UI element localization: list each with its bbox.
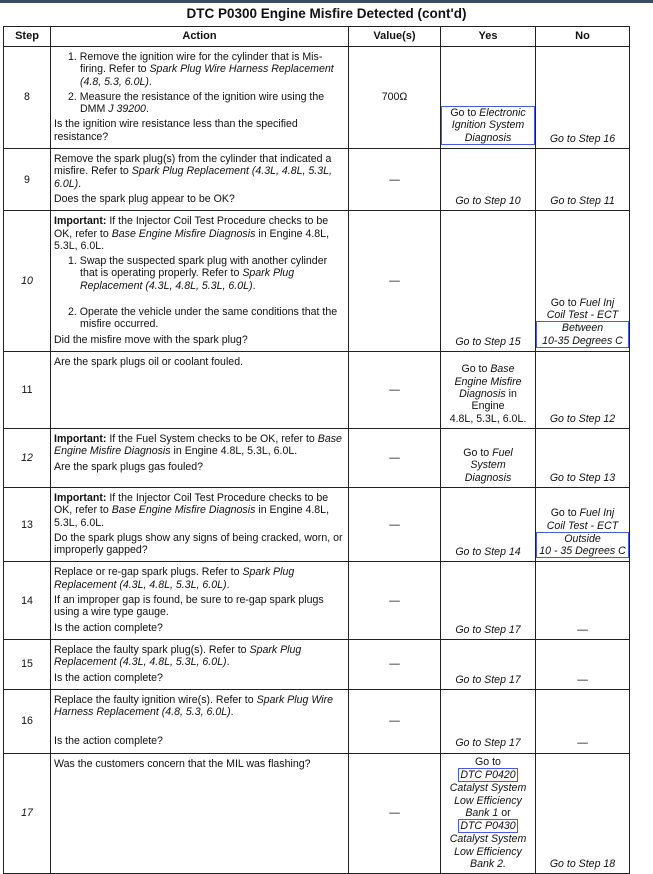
text-run: Go to Step 16 xyxy=(549,132,616,145)
text-run: Remove the ignition wire for the cylinder that is Mis-firing. Refer to xyxy=(79,51,323,76)
outcome-line xyxy=(442,447,534,459)
text-run: Go to Step 12 xyxy=(549,412,616,425)
text-run: Fuel Inj xyxy=(579,296,615,309)
text-run: Go to xyxy=(461,363,491,376)
outcome-line xyxy=(537,133,628,145)
text-run: If the Injector Coil Test Procedure checks to be OK, refer to xyxy=(54,215,329,240)
action-cell xyxy=(51,639,349,689)
text-run: in Engine 4.8L, 5.3L, 6.0L. xyxy=(54,504,330,529)
outcome-text[interactable] xyxy=(442,737,534,749)
text-run: Engine Misfire xyxy=(454,375,522,388)
outcome-text[interactable] xyxy=(537,858,628,870)
text-run: Diagnosis xyxy=(464,131,512,144)
text-run: Ignition System xyxy=(451,119,525,132)
numbered-step xyxy=(54,51,345,88)
text-run: Go to Step 10 xyxy=(455,194,521,207)
outcome-line xyxy=(442,807,534,819)
outcome-line xyxy=(538,335,627,347)
outcome-line xyxy=(537,624,628,636)
outcome-text[interactable] xyxy=(442,624,534,636)
action-cell xyxy=(51,428,349,487)
header-action: Action xyxy=(51,27,349,47)
table-row xyxy=(4,487,630,561)
action-paragraph xyxy=(54,735,345,747)
text-run: Is the ignition wire resistance less than the specified resistance? xyxy=(54,118,298,143)
text-run: Did the misfire move with the spark plug? xyxy=(54,333,248,346)
text-run: Base xyxy=(490,363,515,376)
text-run: Was the customers concern that the MIL was flashing? xyxy=(54,757,311,770)
text-run: in xyxy=(505,388,517,401)
link-box[interactable] xyxy=(536,321,629,348)
outcome-line xyxy=(537,195,628,207)
action-paragraph xyxy=(54,153,345,190)
table-row xyxy=(4,689,630,753)
yes-cell xyxy=(441,47,536,149)
outcome-line xyxy=(538,322,627,334)
header-step: Step xyxy=(4,27,51,47)
no-cell xyxy=(536,47,630,149)
value-cell: — xyxy=(349,487,441,561)
text-run: Go to Step 17 xyxy=(455,623,521,636)
action-cell xyxy=(51,689,349,753)
step-number-label: 1. xyxy=(68,51,80,63)
outcome-line xyxy=(443,132,533,144)
text-run: . xyxy=(226,578,230,591)
value-cell: — xyxy=(349,428,441,487)
outcome-text[interactable] xyxy=(537,297,628,322)
outcome-line xyxy=(537,413,628,425)
link[interactable]: DTC P0430 xyxy=(460,820,516,833)
action-paragraph xyxy=(54,672,345,684)
outcome-text[interactable] xyxy=(442,447,534,484)
table-row xyxy=(4,639,630,689)
table-row xyxy=(4,149,630,211)
text-run: Spark Plug Replacement (4.3L, 4.8L, 5.3L, 6.0L) xyxy=(80,267,295,292)
text-run: Go to Step 18 xyxy=(549,858,616,871)
action-paragraph xyxy=(54,622,345,634)
text-run: Are the spark plugs oil or coolant fouled. xyxy=(54,355,244,368)
outcome-line xyxy=(443,119,533,131)
text-run: Diagnosis xyxy=(459,388,506,401)
top-bar xyxy=(0,0,653,3)
text-run: Base Engine Misfire Diagnosis xyxy=(54,432,342,458)
text-run: Important: xyxy=(54,491,107,504)
outcome-line xyxy=(442,795,534,807)
action-paragraph xyxy=(54,334,345,346)
text-run: . xyxy=(78,177,82,190)
outcome-line xyxy=(442,756,534,768)
outcome-line xyxy=(537,507,628,519)
step-number: 17 xyxy=(4,753,51,874)
outcome-line xyxy=(442,336,534,348)
outcome-line xyxy=(442,674,534,686)
text-run: Fuel xyxy=(492,447,513,460)
text-run: Go to Step 11 xyxy=(550,194,615,207)
text-run: Low Efficiency xyxy=(454,845,522,858)
outcome-text[interactable] xyxy=(537,472,628,484)
value-cell: — xyxy=(349,562,441,639)
outcome-line xyxy=(442,546,534,558)
no-cell xyxy=(536,428,630,487)
action-paragraph xyxy=(54,118,345,143)
action-paragraph xyxy=(54,433,345,458)
step-number: 15 xyxy=(4,639,51,689)
text-run: If the Injector Coil Test Procedure checks to be OK, refer to xyxy=(54,491,329,517)
action-cell xyxy=(51,562,349,639)
text-run: Go to Step 15 xyxy=(455,335,521,348)
text-run: Replace the faulty ignition wire(s). Refer to xyxy=(54,693,257,706)
text-run: Go to Step 17 xyxy=(455,737,521,750)
yes-cell xyxy=(441,689,536,753)
step-number: 10 xyxy=(4,211,51,352)
link-box[interactable] xyxy=(536,532,629,559)
value-cell: — xyxy=(349,689,441,753)
outcome-line xyxy=(537,858,628,870)
outcome-line xyxy=(442,624,534,636)
text-run: System xyxy=(470,459,506,472)
text-run: Fuel Inj xyxy=(579,507,615,520)
text-run: Measure the resistance of the ignition wire using the DMM xyxy=(79,90,325,116)
value-cell: — xyxy=(349,753,441,874)
outcome-line xyxy=(537,520,628,532)
table-row xyxy=(4,428,630,487)
action-cell xyxy=(51,47,349,149)
no-cell xyxy=(536,753,630,874)
text-run: Important: xyxy=(54,432,107,445)
text-run: Engine xyxy=(471,400,505,413)
text-run: Remove the spark plug(s) from the cylinder that indicated a misfire. Refer to xyxy=(54,153,332,178)
step-number-label: 1. xyxy=(68,255,80,268)
step-number-label: 2. xyxy=(68,306,80,319)
value-cell: — xyxy=(349,351,441,428)
outcome-line xyxy=(538,545,627,557)
outcome-line xyxy=(538,533,627,545)
outcome-line xyxy=(442,363,534,375)
action-paragraph xyxy=(54,492,345,529)
text-run: J 39200 xyxy=(108,103,146,116)
value-cell: — xyxy=(349,211,441,352)
text-run: Is the action complete? xyxy=(54,735,163,748)
text-run: Go to xyxy=(550,296,580,309)
text-run: Operate the vehicle under the same conditions that the misfire occurred. xyxy=(79,306,338,331)
text-run: Go to xyxy=(450,107,480,120)
action-paragraph xyxy=(54,193,345,205)
text-run: Coil Test - ECT xyxy=(546,519,619,532)
yes-cell xyxy=(441,753,536,874)
text-run: Go to xyxy=(475,755,501,768)
step-number: 11 xyxy=(4,351,51,428)
page-title: DTC P0300 Engine Misfire Detected (cont'd) xyxy=(186,6,467,21)
text-run: Go to Step 14 xyxy=(455,546,521,559)
value-cell: — xyxy=(349,149,441,211)
action-cell xyxy=(51,487,349,561)
text-run: If the Fuel System checks to be OK, refer to xyxy=(106,432,318,445)
table-row xyxy=(4,47,630,149)
text-run: Is the action complete? xyxy=(54,621,163,634)
outcome-text[interactable] xyxy=(442,336,534,348)
outcome-line xyxy=(442,459,534,471)
action-cell xyxy=(51,211,349,352)
numbered-step xyxy=(54,91,345,116)
outcome-text[interactable] xyxy=(537,133,628,145)
text-run: Spark Plug Wire Harness Replacement (4.8, 5.3, 6.0L) xyxy=(54,693,334,719)
header-row xyxy=(4,27,630,47)
outcome-text[interactable] xyxy=(537,413,628,425)
text-run: in Engine 4.8L, 5.3L, 6.0L. xyxy=(170,445,298,458)
text-run: Base Engine Misfire Diagnosis xyxy=(111,227,256,240)
yes-cell xyxy=(441,487,536,561)
text-run: Does the spark plug appear to be OK? xyxy=(54,192,235,205)
text-run: If an improper gap is found, be sure to re-gap spark plugs using a wire type gauge. xyxy=(54,594,324,619)
step-number-label: 2. xyxy=(68,90,80,103)
text-run: Are the spark plugs gas fouled? xyxy=(54,460,203,473)
text-run: Go to xyxy=(463,447,493,460)
text-run: — xyxy=(577,623,588,636)
text-run: or xyxy=(498,806,511,819)
yes-cell xyxy=(441,149,536,211)
no-cell xyxy=(536,562,630,639)
no-cell xyxy=(536,487,630,561)
action-cell xyxy=(51,351,349,428)
outcome-line xyxy=(442,846,534,858)
outcome-line xyxy=(442,782,534,794)
outcome-line xyxy=(442,833,534,845)
outcome-text[interactable] xyxy=(537,507,628,532)
text-run: 10 - 35 Degrees C xyxy=(539,545,626,558)
action-paragraph xyxy=(54,694,345,719)
numbered-step xyxy=(54,306,345,331)
link-box[interactable] xyxy=(441,106,535,145)
outcome-text[interactable] xyxy=(537,737,628,749)
text-run: Diagnosis xyxy=(464,471,512,484)
text-run: — xyxy=(577,737,588,750)
text-run: 10-35 Degrees C xyxy=(542,334,623,347)
text-run: — xyxy=(577,673,588,686)
text-run: in Engine 4.8L, 5.3L, 6.0L. xyxy=(54,227,330,252)
no-cell xyxy=(536,639,630,689)
outcome-line xyxy=(537,472,628,484)
text-run: Go to Step 13 xyxy=(549,471,616,484)
no-cell xyxy=(536,149,630,211)
yes-cell xyxy=(441,562,536,639)
text-run: Important: xyxy=(54,215,107,228)
outcome-line xyxy=(442,413,534,425)
text-run: . xyxy=(230,706,234,719)
text-run: Is the action complete? xyxy=(54,671,163,684)
step-number: 14 xyxy=(4,562,51,639)
diagnostic-table xyxy=(3,26,630,874)
outcome-line xyxy=(442,195,534,207)
outcome-line xyxy=(442,472,534,484)
text-run: Between xyxy=(561,322,604,335)
text-run: Replace or re-gap spark plugs. Refer to xyxy=(54,566,243,579)
outcome-text[interactable] xyxy=(537,624,628,636)
action-paragraph xyxy=(54,594,345,619)
action-paragraph xyxy=(54,356,345,368)
outcome-line xyxy=(537,297,628,309)
outcome-line xyxy=(442,388,534,400)
text-run: Swap the suspected spark plug with another cylinder that is operating properly. Refer to xyxy=(79,255,328,280)
outcome-line xyxy=(537,674,628,686)
text-run: Spark Plug Replacement (4.3L, 4.8L, 5.3L, 6.0L) xyxy=(54,643,302,669)
value-cell: 700Ω xyxy=(349,47,441,149)
text-run: Electronic xyxy=(479,107,526,120)
outcome-text[interactable] xyxy=(442,195,534,207)
text-run: Bank 1 xyxy=(465,806,499,819)
text-run: . xyxy=(226,656,230,669)
outcome-line xyxy=(442,858,534,870)
yes-cell xyxy=(441,211,536,352)
no-cell xyxy=(536,351,630,428)
outcome-line xyxy=(442,819,534,833)
outcome-text[interactable] xyxy=(442,546,534,558)
step-number: 9 xyxy=(4,149,51,211)
action-paragraph xyxy=(54,566,345,591)
header-values: Value(s) xyxy=(349,27,441,47)
step-number: 16 xyxy=(4,689,51,753)
text-run: Low Efficiency xyxy=(454,794,522,807)
outcome-line xyxy=(442,737,534,749)
step-number: 12 xyxy=(4,428,51,487)
outcome-line xyxy=(537,309,628,321)
table-row xyxy=(4,351,630,428)
table-row xyxy=(4,211,630,352)
header-no: No xyxy=(536,27,630,47)
outcome-line xyxy=(537,737,628,749)
text-run: Go to Step 17 xyxy=(455,673,521,686)
no-cell xyxy=(536,689,630,753)
link[interactable]: DTC P0420 xyxy=(460,768,516,781)
action-paragraph xyxy=(54,644,345,669)
outcome-line xyxy=(443,107,533,119)
header-yes: Yes xyxy=(441,27,536,47)
table-row xyxy=(4,562,630,639)
value-cell: — xyxy=(349,639,441,689)
text-run: Go to xyxy=(550,507,580,520)
text-run: Spark Plug Replacement (4.3L, 4.8L, 5.3L, 6.0L) xyxy=(54,165,332,190)
text-run: Outside xyxy=(564,532,601,545)
action-paragraph xyxy=(54,532,345,557)
action-paragraph xyxy=(54,461,345,473)
yes-cell xyxy=(441,351,536,428)
text-run: Do the spark plugs show any signs of being cracked, worn, or improperly gapped? xyxy=(54,531,343,557)
text-run: Spark Plug Wire Harness Replacement (4.8, 5.3, 6.0L) xyxy=(80,63,334,88)
step-number: 13 xyxy=(4,487,51,561)
action-paragraph xyxy=(54,758,345,770)
text-run: Base Engine Misfire Diagnosis xyxy=(111,504,256,517)
action-cell xyxy=(51,149,349,211)
text-run: Catalyst System xyxy=(449,833,527,846)
text-run: Catalyst System xyxy=(449,782,527,795)
outcome-line xyxy=(442,400,534,412)
text-run: . xyxy=(148,75,152,88)
step-number: 8 xyxy=(4,47,51,149)
outcome-text[interactable] xyxy=(537,195,628,207)
no-cell xyxy=(536,211,630,352)
outcome-text[interactable] xyxy=(537,674,628,686)
text-run: Coil Test - ECT xyxy=(546,309,619,322)
text-run: Spark Plug Replacement (4.3L, 4.8L, 5.3L, 6.0L) xyxy=(54,566,295,591)
outcome-line xyxy=(442,376,534,388)
numbered-step xyxy=(54,255,345,292)
outcome-text[interactable] xyxy=(442,674,534,686)
text-run: . xyxy=(252,279,256,292)
action-paragraph xyxy=(54,215,345,252)
outcome-line xyxy=(442,768,534,782)
outcome-text[interactable] xyxy=(442,363,534,424)
outcome-text[interactable] xyxy=(442,756,534,871)
text-run: 4.8L, 5.3L, 6.0L. xyxy=(449,412,527,425)
text-run: Replace the faulty spark plug(s). Refer to xyxy=(54,643,250,656)
text-run: Bank 2. xyxy=(470,858,506,871)
text-run: . xyxy=(145,103,149,116)
yes-cell xyxy=(441,639,536,689)
table-row xyxy=(4,753,630,874)
action-cell xyxy=(51,753,349,874)
yes-cell xyxy=(441,428,536,487)
